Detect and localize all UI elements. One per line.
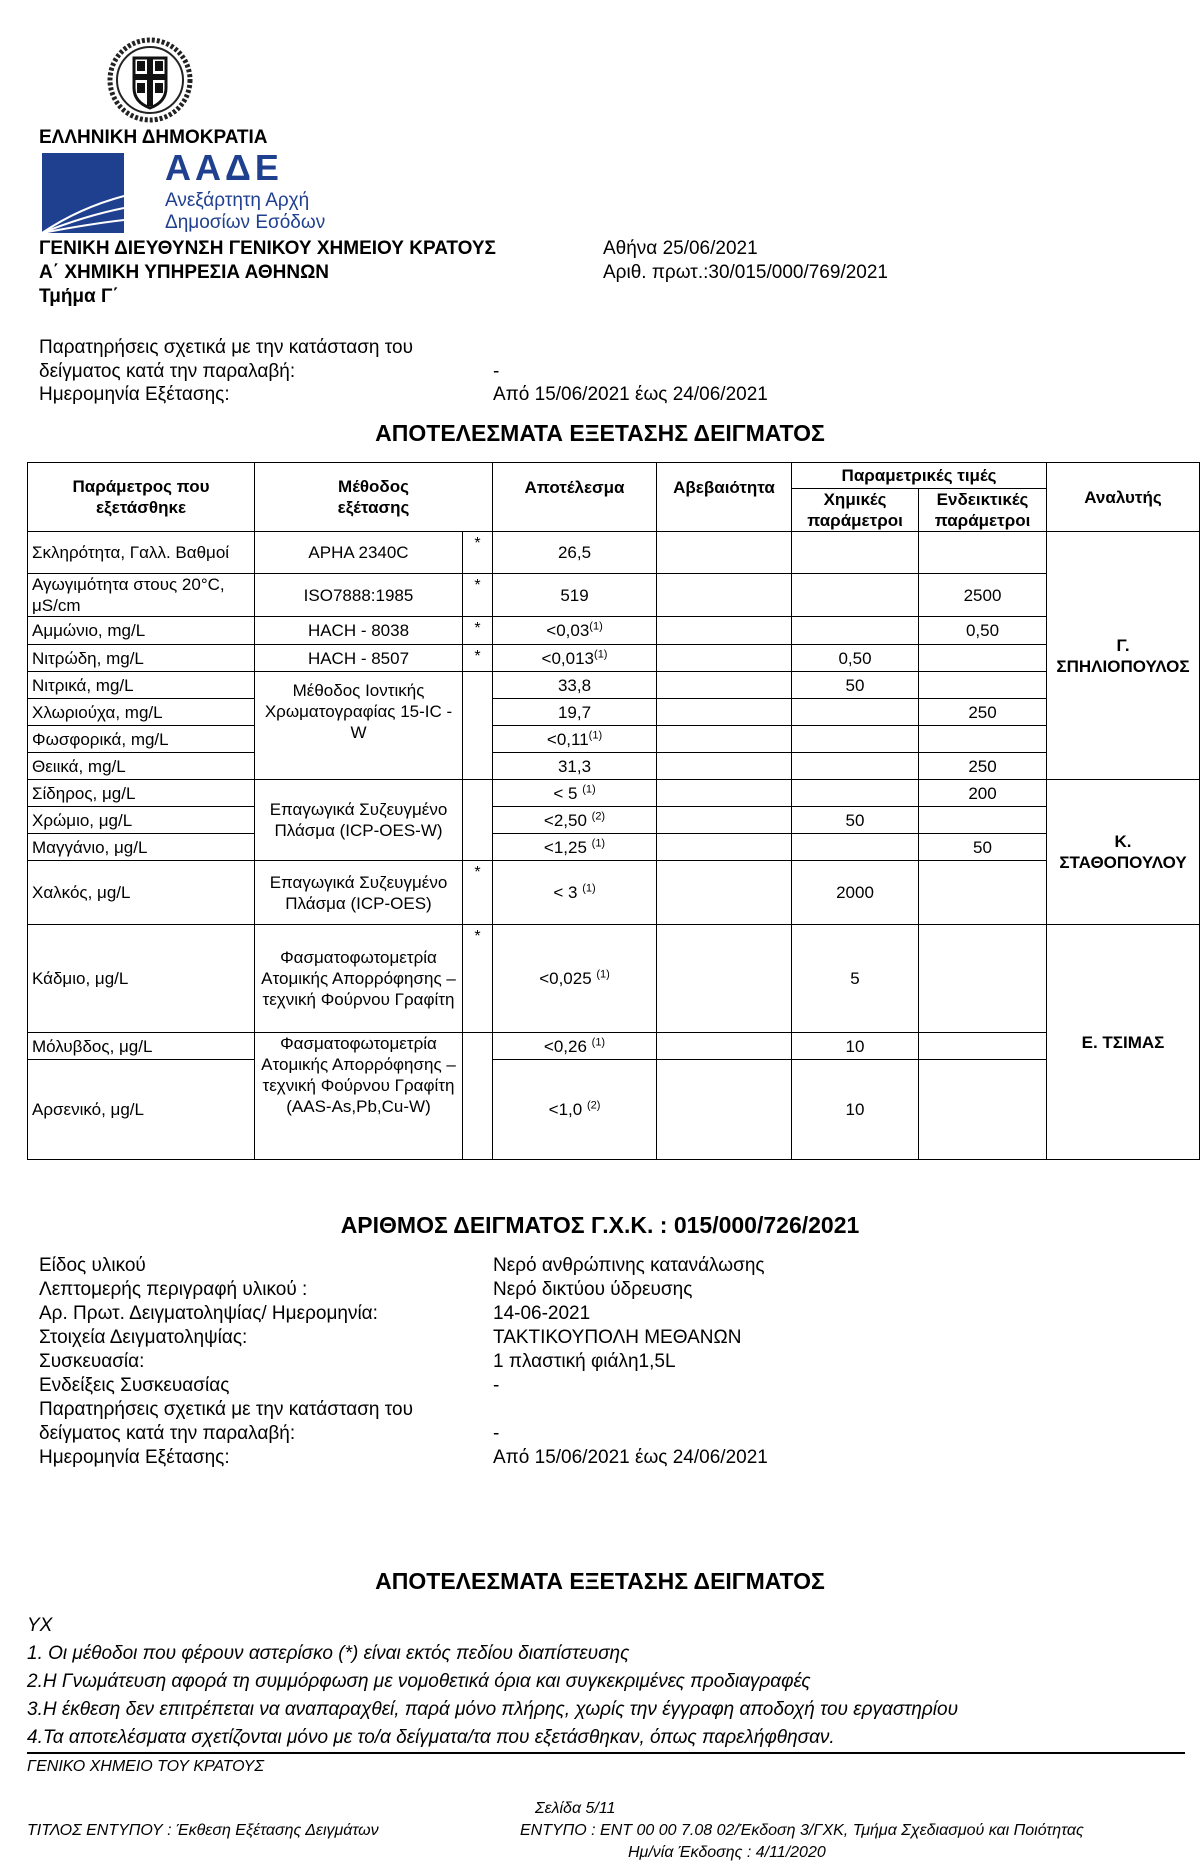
- note-4: 4.Τα αποτελέσματα σχετίζονται μόνο με το/α δείγματα/τα που εξετάσθηκαν, όπως παρελήφθησαν.: [27, 1727, 835, 1748]
- param-cell: Χλωριούχα, mg/L: [28, 699, 255, 726]
- param-cell: Θειικά, mg/L: [28, 753, 255, 780]
- indicative-cell: [919, 807, 1047, 834]
- chemical-cell: [792, 780, 919, 807]
- results-title-2: ΑΠΟΤΕΛΕΣΜΑΤΑ ΕΞΕΤΑΣΗΣ ΔΕΙΓΜΑΤΟΣ: [375, 1568, 825, 1594]
- uncertainty-cell: [657, 617, 792, 645]
- uncertainty-cell: [657, 672, 792, 699]
- footer-form-code: ΕΝΤΥΠΟ : ΕΝΤ 00 00 7.08 02/Έκδοση 3/ΓΧΚ, Τμήμα Σχεδιασμού και Ποιότητας: [520, 1822, 1084, 1839]
- result-cell: $<0,013^{(1)}$: [493, 645, 657, 672]
- sample-info-value: Νερό ανθρώπινης κατανάλωσης: [493, 1255, 765, 1276]
- param-cell: Μαγγάνιο, μg/L: [28, 834, 255, 861]
- result-cell: 19,7: [493, 699, 657, 726]
- result-cell: < 3 $^{(1)}$: [493, 861, 657, 925]
- param-cell: Αγωγιμότητα στους 20°C, μS/cm: [28, 574, 255, 617]
- indicative-cell: [919, 645, 1047, 672]
- table-row: [28, 726, 1200, 753]
- observations-label: Παρατηρήσεις σχετικά με την κατάσταση του δείγματος κατά την παραλαβή:: [39, 337, 413, 382]
- uncertainty-cell: [657, 645, 792, 672]
- method-cell: Μέθοδος Ιοντικής Χρωματογραφίας 15-IC -W: [255, 672, 463, 780]
- accreditation-star: *: [463, 532, 493, 574]
- result-cell: <2,50 $^{(2)}$: [493, 807, 657, 834]
- sample-info-label: Στοιχεία Δειγματοληψίας:: [39, 1327, 248, 1348]
- uncertainty-cell: [657, 699, 792, 726]
- param-cell: Χρώμιο, μg/L: [28, 807, 255, 834]
- table-row: [28, 1033, 1200, 1060]
- chemical-cell: 10: [792, 1033, 919, 1060]
- table-row: [28, 1060, 1200, 1160]
- param-cell: Μόλυβδος, μg/L: [28, 1033, 255, 1060]
- footer-form-title: ΤΙΤΛΟΣ ΕΝΤΥΠΟΥ : Έκθεση Εξέτασης Δειγμάτων: [27, 1822, 379, 1839]
- uncertainty-cell: [657, 834, 792, 861]
- results-table: [27, 462, 1200, 1160]
- chemical-cell: [792, 699, 919, 726]
- dept-line-3: Τμήμα Γ΄: [39, 286, 119, 307]
- method-cell: Επαγωγικά Συζευγμένο Πλάσμα (ICP-OES): [255, 861, 463, 925]
- dept-line-2: Α΄ ΧΗΜΙΚΗ ΥΠΗΡΕΣΙΑ ΑΘΗΝΩΝ: [39, 262, 330, 283]
- result-cell: $<0,11^{(1)}$: [493, 726, 657, 753]
- uncertainty-cell: [657, 807, 792, 834]
- exam-date-label: Ημερομηνία Εξέτασης:: [39, 384, 230, 405]
- aade-logo-sub1: Ανεξάρτητη Αρχή: [165, 190, 310, 211]
- indicative-cell: 200: [919, 780, 1047, 807]
- uncertainty-cell: [657, 753, 792, 780]
- observations-value: -: [493, 361, 500, 382]
- republic-title: ΕΛΛΗΝΙΚΗ ΔΗΜΟΚΡΑΤΙΑ: [39, 127, 268, 148]
- analyst-cell: Γ. ΣΠΗΛΙΟΠΟΥΛΟΣ: [1047, 532, 1200, 780]
- header-parameter: Παράμετρος που εξετάσθηκε: [28, 463, 255, 532]
- sample-info-value: ΤΑΚΤΙΚΟΥΠΟΛΗ ΜΕΘΑΝΩΝ: [493, 1327, 742, 1348]
- result-cell: 33,8: [493, 672, 657, 699]
- document-date: Αθήνα 25/06/2021: [603, 238, 758, 259]
- notes-block: [27, 1612, 1187, 1752]
- analyst-cell: Κ. ΣΤΑΘΟΠΟΥΛΟΥ: [1047, 780, 1200, 925]
- param-cell: Κάδμιο, μg/L: [28, 925, 255, 1033]
- accreditation-star: [463, 780, 493, 861]
- indicative-cell: 2500: [919, 574, 1047, 617]
- exam-date-value: Από 15/06/2021 έως 24/06/2021: [493, 384, 768, 405]
- uncertainty-cell: [657, 532, 792, 574]
- method-cell: APHA 2340C: [255, 532, 463, 574]
- results-title: ΑΠΟΤΕΛΕΣΜΑΤΑ ΕΞΕΤΑΣΗΣ ΔΕΙΓΜΑΤΟΣ: [375, 420, 825, 446]
- note-1: 1. Οι μέθοδοι που φέρουν αστερίσκο (*) είναι εκτός πεδίου διαπίστευσης: [27, 1643, 630, 1664]
- indicative-cell: [919, 726, 1047, 753]
- sample-info-value: -: [493, 1375, 500, 1396]
- sample-info-label: Αρ. Πρωτ. Δειγματοληψίας/ Ημερομηνία:: [39, 1303, 378, 1324]
- result-cell: <1,0 $^{(2)}$: [493, 1060, 657, 1160]
- header-uncertainty: Αβεβαιότητα: [657, 463, 792, 532]
- indicative-cell: 250: [919, 753, 1047, 780]
- indicative-cell: 0,50: [919, 617, 1047, 645]
- footer-divider: [27, 1752, 1185, 1754]
- accreditation-star: *: [463, 574, 493, 617]
- table-row: [28, 645, 1200, 672]
- header-result: Αποτέλεσμα: [493, 463, 657, 532]
- sample-info-value: Νερό δικτύου ύδρευσης: [493, 1279, 693, 1300]
- note-yx: ΥΧ: [27, 1615, 53, 1636]
- method-cell: HACH - 8507: [255, 645, 463, 672]
- accreditation-star: *: [463, 861, 493, 925]
- sample-info-labels: [39, 1254, 413, 1470]
- accreditation-star: *: [463, 617, 493, 645]
- chemical-cell: [792, 574, 919, 617]
- method-cell: HACH - 8038: [255, 617, 463, 645]
- chemical-cell: 0,50: [792, 645, 919, 672]
- sample-info-label: Λεπτομερής περιγραφή υλικού :: [39, 1279, 308, 1300]
- indicative-cell: [919, 861, 1047, 925]
- indicative-cell: [919, 925, 1047, 1033]
- chemical-cell: [792, 617, 919, 645]
- chemical-cell: 5: [792, 925, 919, 1033]
- sample-exam-label: Ημερομηνία Εξέτασης:: [39, 1447, 230, 1468]
- note-2: 2.Η Γνωμάτευση αφορά τη συμμόρφωση με νομοθετικά όρια και συγκεκριμένες προδιαγραφές: [27, 1671, 811, 1692]
- param-cell: Νιτρικά, mg/L: [28, 672, 255, 699]
- table-row: [28, 834, 1200, 861]
- chemical-cell: 2000: [792, 861, 919, 925]
- param-cell: Νιτρώδη, mg/L: [28, 645, 255, 672]
- aade-logo: [39, 147, 339, 236]
- sample-info-value: 14-06-2021: [493, 1303, 591, 1324]
- footer-page: Σελίδα 5/11: [535, 1800, 616, 1817]
- result-cell: <0,26 $^{(1)}$: [493, 1033, 657, 1060]
- table-row: [28, 780, 1200, 807]
- uncertainty-cell: [657, 1033, 792, 1060]
- uncertainty-cell: [657, 574, 792, 617]
- uncertainty-cell: [657, 861, 792, 925]
- param-cell: Σκληρότητα, Γαλλ. Βαθμοί: [28, 532, 255, 574]
- header-indicative: Ενδεικτικές παράμετροι: [919, 489, 1047, 532]
- table-row: [28, 753, 1200, 780]
- result-cell: < 5 $^{(1)}$: [493, 780, 657, 807]
- accreditation-star: [463, 1033, 493, 1160]
- footer-org: ΓΕΝΙΚΟ ΧΗΜΕΙΟ ΤΟΥ ΚΡΑΤΟΥΣ: [27, 1758, 264, 1775]
- sample-exam-value: Από 15/06/2021 έως 24/06/2021: [493, 1447, 768, 1468]
- param-cell: Χαλκός, μg/L: [28, 861, 255, 925]
- result-cell: 26,5: [493, 532, 657, 574]
- chemical-cell: [792, 753, 919, 780]
- sample-number-title: ΑΡΙΘΜΟΣ ΔΕΙΓΜΑΤΟΣ Γ.Χ.Κ. : 015/000/726/2021: [340, 1212, 860, 1238]
- sample-info-label: Είδος υλικού: [39, 1255, 146, 1276]
- sample-obs-label: Παρατηρήσεις σχετικά με την κατάσταση του: [39, 1399, 413, 1420]
- header-parametric-values: Παραμετρικές τιμές: [792, 463, 1047, 489]
- chemical-cell: 50: [792, 672, 919, 699]
- header-method: Μέθοδος εξέτασης: [255, 463, 493, 532]
- indicative-cell: [919, 532, 1047, 574]
- aade-logo-text: ΑΑΔΕ: [165, 147, 283, 188]
- sample-info-label: Συσκευασία:: [39, 1351, 145, 1372]
- chemical-cell: [792, 834, 919, 861]
- table-row: [28, 699, 1200, 726]
- method-cell: Φασματοφωτομετρία Ατομικής Απορρόφησης – τεχνική Φούρνου Γραφίτη (AAS-As,Pb,Cu-W): [255, 1033, 463, 1160]
- indicative-cell: 50: [919, 834, 1047, 861]
- analyst-cell: Ε. ΤΣΙΜΑΣ: [1047, 925, 1200, 1160]
- uncertainty-cell: [657, 726, 792, 753]
- aade-logo-sub2: Δημοσίων Εσόδων: [165, 212, 326, 233]
- indicative-cell: [919, 672, 1047, 699]
- uncertainty-cell: [657, 780, 792, 807]
- result-cell: <1,25 $^{(1)}$: [493, 834, 657, 861]
- result-cell: 31,3: [493, 753, 657, 780]
- sample-info-label: Ενδείξεις Συσκευασίας: [39, 1375, 230, 1396]
- accreditation-star: *: [463, 645, 493, 672]
- table-row: [28, 807, 1200, 834]
- param-cell: Αρσενικό, μg/L: [28, 1060, 255, 1160]
- accreditation-star: [463, 672, 493, 780]
- note-3: 3.Η έκθεση δεν επιτρέπεται να αναπαραχθεί, παρά μόνο πλήρης, χωρίς την έγγραφη αποδοχή του εργαστηρίου: [27, 1699, 959, 1720]
- indicative-cell: [919, 1033, 1047, 1060]
- table-row: [28, 532, 1200, 574]
- uncertainty-cell: [657, 925, 792, 1033]
- header-chemical: Χημικές παράμετροι: [792, 489, 919, 532]
- result-cell: $<0,03^{(1)}$: [493, 617, 657, 645]
- chemical-cell: [792, 726, 919, 753]
- sample-info-values: [493, 1254, 768, 1470]
- table-row: [28, 672, 1200, 699]
- chemical-cell: [792, 532, 919, 574]
- accreditation-star: *: [463, 925, 493, 1033]
- result-cell: 519: [493, 574, 657, 617]
- method-cell: Φασματοφωτομετρία Ατομικής Απορρόφησης – τεχνική Φούρνου Γραφίτη: [255, 925, 463, 1033]
- protocol-number: Αριθ. πρωτ.:30/015/000/769/2021: [603, 262, 888, 283]
- header-analyst: Αναλυτής: [1047, 463, 1200, 532]
- national-emblem: [104, 34, 196, 126]
- method-cell: Επαγωγικά Συζευγμένο Πλάσμα (ICP-OES-W): [255, 780, 463, 861]
- table-row: [28, 861, 1200, 925]
- sample-info-value: 1 πλαστική φιάλη1,5L: [493, 1351, 676, 1372]
- chemical-cell: 10: [792, 1060, 919, 1160]
- dept-line-1: ΓΕΝΙΚΗ ΔΙΕΥΘΥΝΣΗ ΓΕΝΙΚΟΥ ΧΗΜΕΙΟΥ ΚΡΑΤΟΥΣ: [39, 238, 496, 259]
- footer-issue-date: Ημ/νία Έκδοσης : 4/11/2020: [628, 1844, 826, 1861]
- indicative-cell: [919, 1060, 1047, 1160]
- table-row: [28, 617, 1200, 645]
- param-cell: Φωσφορικά, mg/L: [28, 726, 255, 753]
- method-cell: ISO7888:1985: [255, 574, 463, 617]
- table-row: [28, 925, 1200, 1033]
- sample-obs-value: -: [493, 1423, 500, 1444]
- param-cell: Αμμώνιο, mg/L: [28, 617, 255, 645]
- indicative-cell: 250: [919, 699, 1047, 726]
- param-cell: Σίδηρος, μg/L: [28, 780, 255, 807]
- table-row: [28, 574, 1200, 617]
- uncertainty-cell: [657, 1060, 792, 1160]
- sample-obs-label: δείγματος κατά την παραλαβή:: [39, 1423, 296, 1444]
- result-cell: <0,025 $^{(1)}$: [493, 925, 657, 1033]
- chemical-cell: 50: [792, 807, 919, 834]
